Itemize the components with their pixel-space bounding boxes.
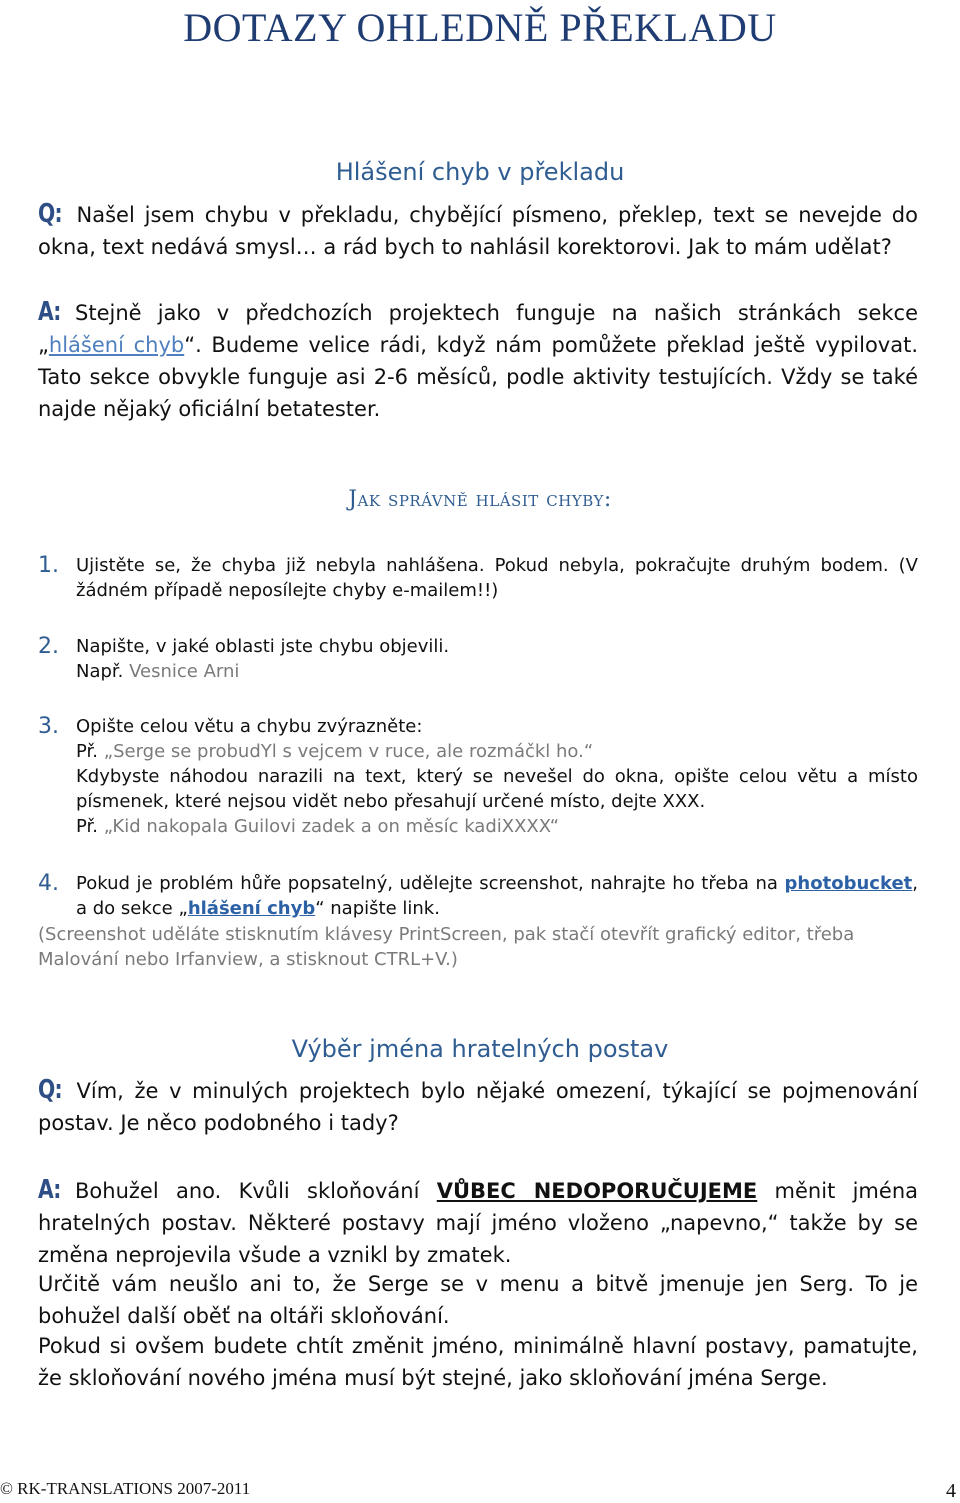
section-heading-character-names: Výběr jména hratelných postav — [291, 1035, 669, 1063]
answer-2-text-post: měnit jména hratelných postav. Některé postavy mají jméno vloženo „napevno,“ takže by se změna neprojevila všude a vznikl by zmatek. — [38, 1179, 918, 1267]
example-label: Např. — [76, 661, 124, 682]
howto-heading: Jak správně hlásit chyby: — [348, 487, 612, 512]
list-number: 2. — [38, 634, 59, 659]
example-label: Př. — [76, 816, 99, 837]
list-item-text-extra: Kdybyste náhodou narazili na text, který se nevešel do okna, opište celou větu a místo písmenek, které nejsou vidět nebo přesahují určené místo, dejte XXX. — [76, 766, 918, 812]
list-item — [38, 553, 918, 603]
answer-mark-label: A: — [38, 297, 61, 327]
list-item-text: Pokud je problém hůře popsatelný, udělejte screenshot, nahrajte ho třeba na — [76, 873, 785, 894]
list-number: 1. — [38, 553, 59, 578]
page-number: 4 — [946, 1480, 956, 1502]
answer-1-text-post: “. Budeme velice rádi, když nám pomůžete překlad ještě vypilovat. Tato sekce obvykle funguje asi 2-6 měsíců, podle aktivity testujících. Vždy se také najde nějaký oficiální betatester. — [38, 333, 918, 421]
bug-report-link[interactable]: hlášení chyb — [187, 898, 316, 919]
list-item-text: Opište celou větu a chybu zvýrazněte: — [76, 716, 423, 737]
list-number: 4. — [38, 871, 59, 896]
answer-2-paragraph-2: Určitě vám neušlo ani to, že Serge se v menu a bitvě jmenuje jen Serg. To je bohužel další oběť na oltáři skloňování. — [38, 1272, 918, 1328]
example-value: „Serge se probudYl s vejcem v ruce, ale rozmáčkl ho.“ — [103, 741, 594, 762]
question-mark-label: Q: — [38, 1075, 62, 1105]
section-heading-bug-reports: Hlášení chyb v překladu — [335, 158, 625, 186]
emphasis-not-recommended: VŮBEC NEDOPORUČUJEME — [436, 1179, 758, 1203]
example-value: „Kid nakopala Guilovi zadek a on měsíc kadiXXXX“ — [103, 816, 560, 837]
bug-report-link[interactable]: hlášení chyb — [48, 333, 185, 357]
answer-1 — [38, 296, 918, 425]
list-item — [38, 634, 918, 684]
question-2 — [38, 1074, 918, 1139]
footer-copyright: © RK-TRANSLATIONS 2007-2011 — [0, 1479, 251, 1498]
photobucket-link[interactable]: photobucket — [784, 873, 913, 894]
answer-2-text-pre: Bohužel ano. Kvůli skloňování — [75, 1179, 437, 1203]
list-item — [38, 871, 918, 921]
list-item — [38, 714, 918, 839]
list-item-text: , a do sekce „ — [76, 873, 918, 919]
example-label: Př. — [76, 741, 99, 762]
screenshot-note: (Screenshot uděláte stisknutím klávesy PrintScreen, pak stačí otevřít grafický editor, třeba Malování nebo Irfanview, a stisknout CTRL+V.) — [38, 924, 855, 970]
example-value: Vesnice Arni — [129, 661, 240, 682]
answer-mark-label: A: — [38, 1175, 61, 1205]
page-title: DOTAZY OHLEDNĚ PŘEKLADU — [183, 5, 777, 50]
answer-1-text-pre: Stejně jako v předchozích projektech funguje na našich stránkách sekce „ — [38, 301, 918, 357]
question-2-text: Vím, že v minulých projektech bylo nějaké omezení, týkající se pojmenování postav. Je něco podobného i tady? — [38, 1079, 918, 1135]
answer-2 — [38, 1174, 918, 1271]
list-item-text: Ujistěte se, že chyba již nebyla nahlášena. Pokud nebyla, pokračujte druhým bodem. (V žádném případě neposílejte chyby e-mailem!!) — [76, 555, 918, 601]
list-number: 3. — [38, 714, 59, 739]
question-1 — [38, 198, 918, 263]
answer-2-paragraph-3: Pokud si ovšem budete chtít změnit jméno, minimálně hlavní postavy, pamatujte, že skloňování nového jména musí být stejné, jako skloňování jména Serge. — [38, 1334, 918, 1390]
list-item-text: “ napište link. — [315, 898, 440, 919]
question-mark-label: Q: — [38, 199, 62, 229]
question-1-text: Našel jsem chybu v překladu, chybějící písmeno, překlep, text se nevejde do okna, text nedává smysl… a rád bych to nahlásil korektorovi. Jak to mám udělat? — [38, 203, 918, 259]
list-item-text: Napište, v jaké oblasti jste chybu objevili. — [76, 636, 450, 657]
